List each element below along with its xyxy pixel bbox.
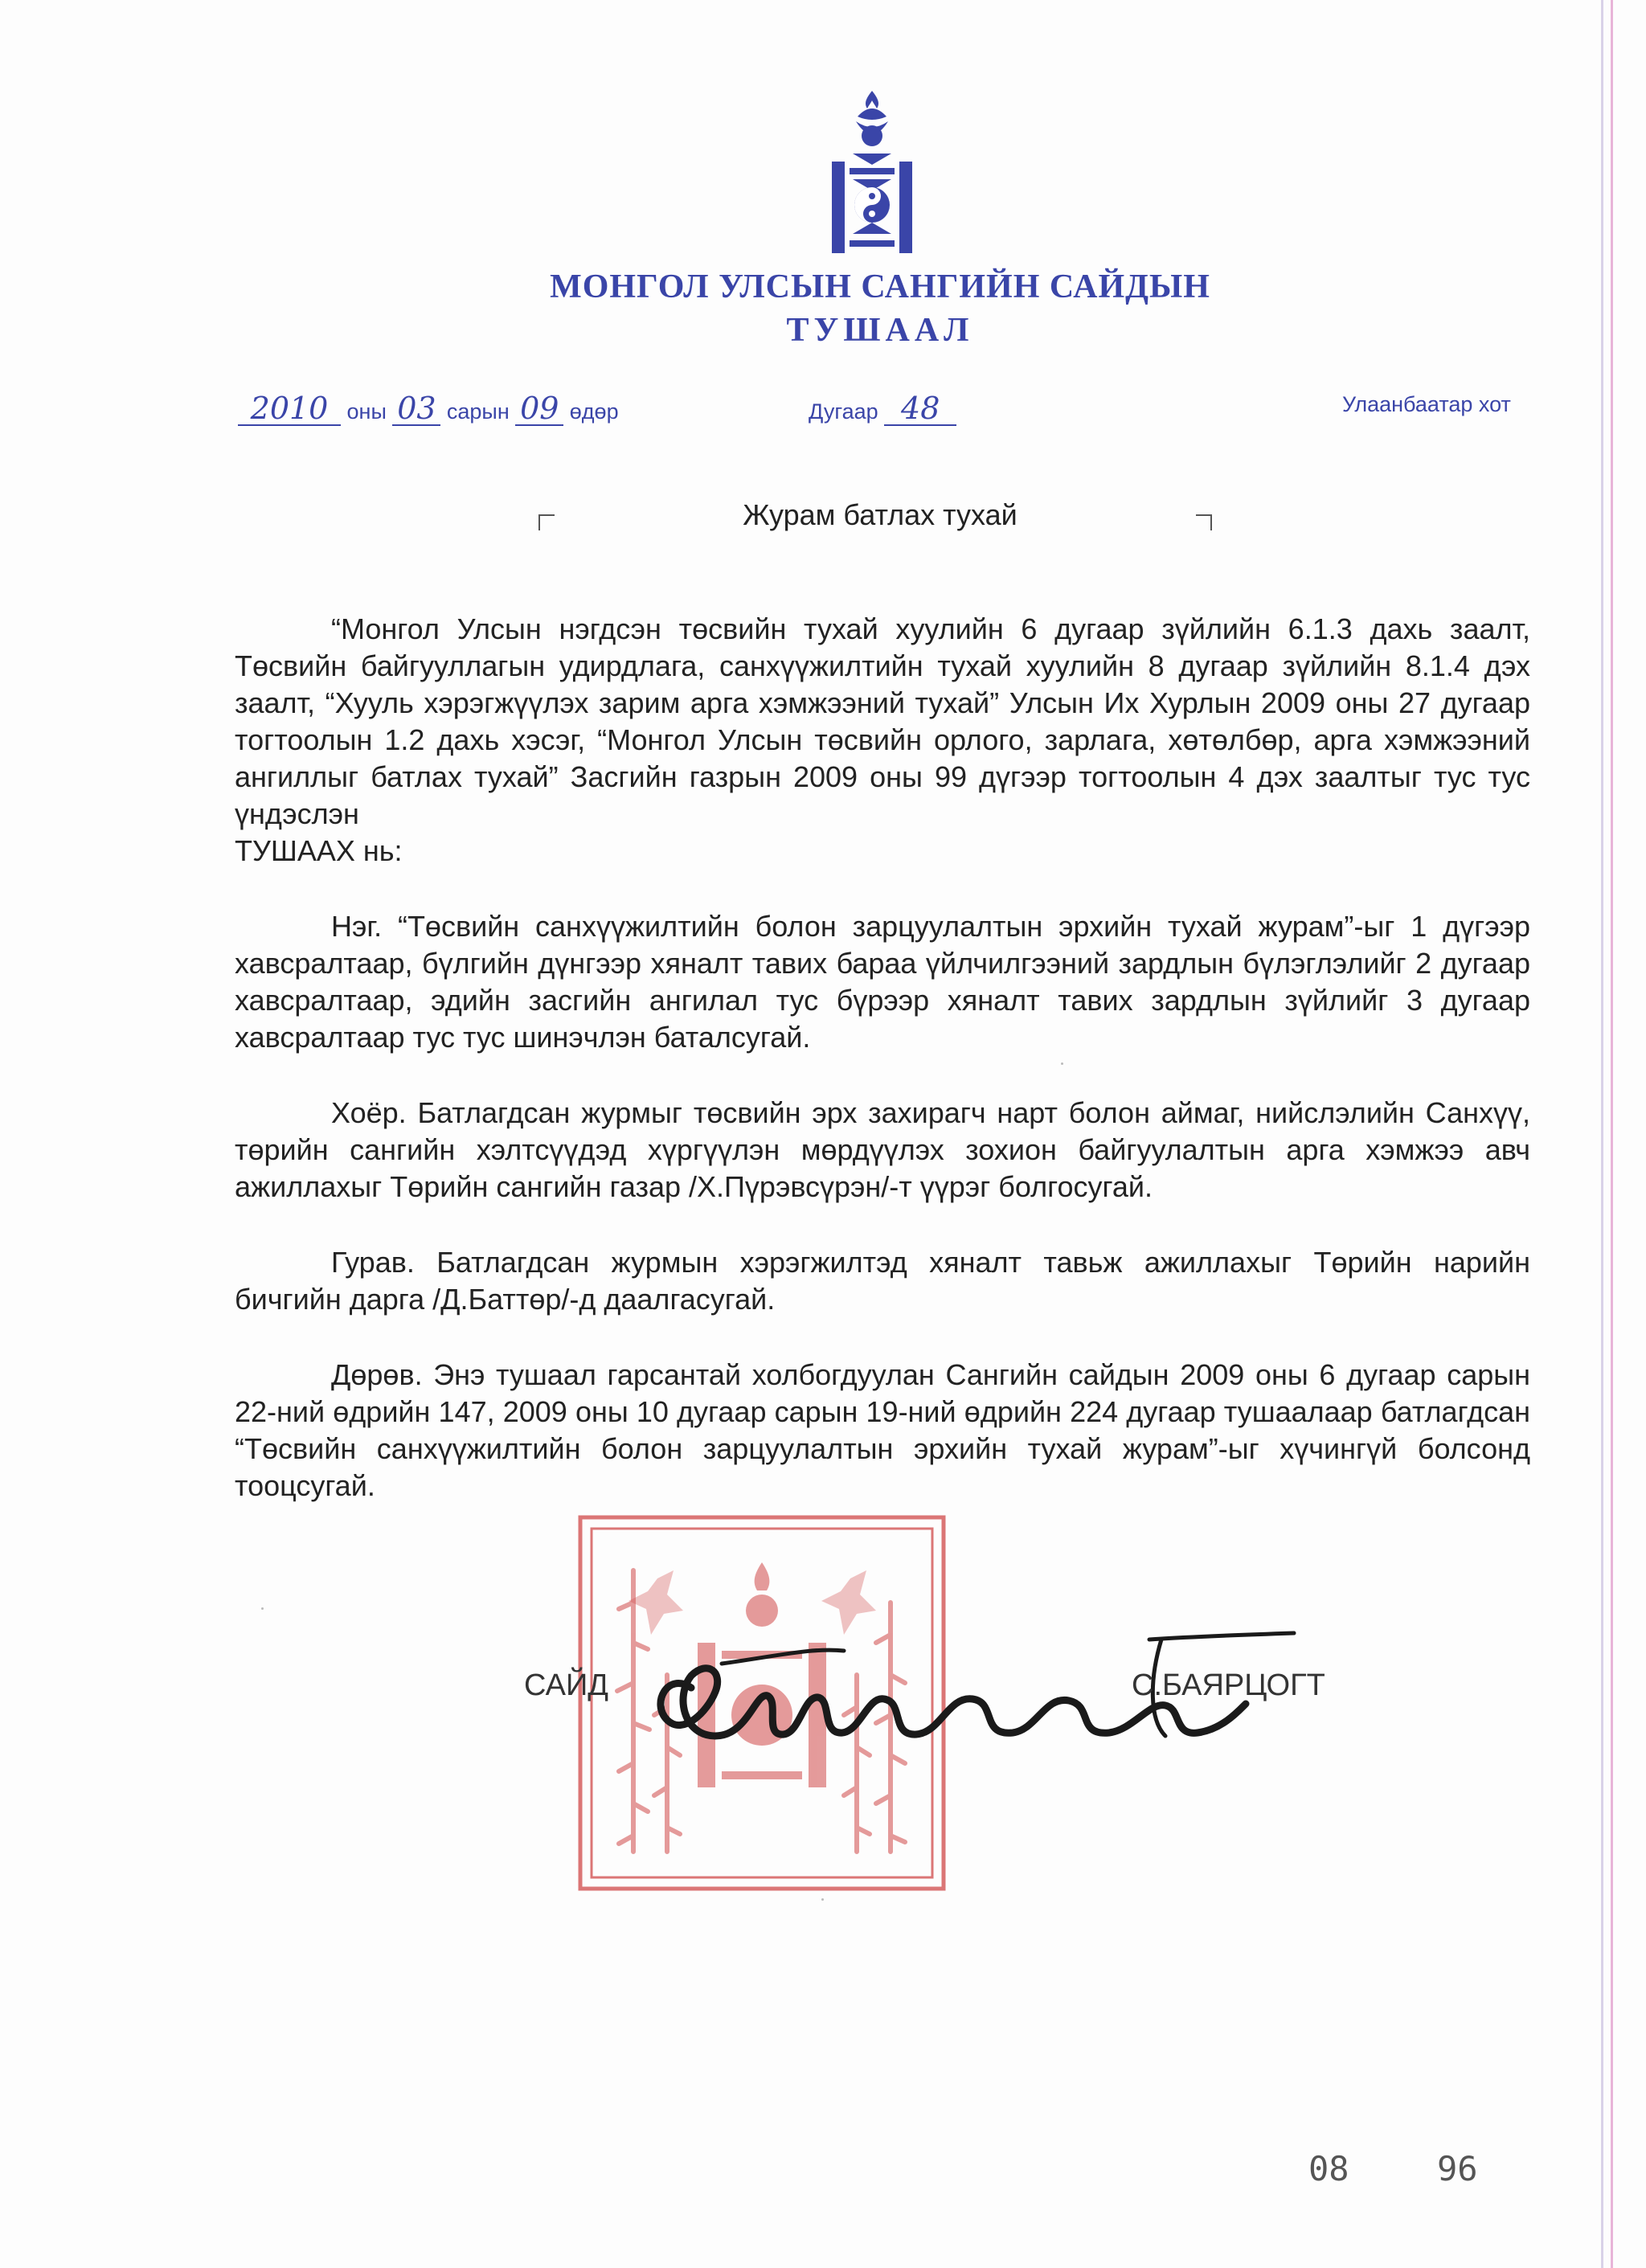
order-item-2: Хоёр. Батлагдсан журмыг төсвийн эрх захирагч нарт болон аймаг, нийслэлийн Санхүү, төрийн сангийн хэлтсүүдэд хүргүүлэн мөрдүүлэх зохион байгуулалтын арга хэмжээ авч ажиллахыг Төрийн сангийн газар /Х.Пүрэвсүрэн/-т үүрэг болгосугай. xyxy=(235,1096,1530,1203)
title-line-2: ТУШААЛ xyxy=(786,312,974,349)
date-row xyxy=(238,392,619,426)
page-number-right: 96 xyxy=(1437,2149,1478,2188)
preamble-paragraph: “Монгол Улсын нэгдсэн төсвийн тухай хуулийн 6 дугаар зүйлийн 6.1.3 дахь заалт, Төсвийн байгууллагын удирдлага, санхүүжилтийн тухай хуулийн 8 дугаар зүйлийн 8.1.4 дэх заалт, “Хууль хэрэгжүүлэх зарим арга хэмжээний тухай” Улсын Их Хурлын 2009 оны 27 дугаар тогтоолын 1.2 дахь хэсэг, “Монгол Улсын төсвийн орлого, зарлага, хөтөлбөр, арга хэмжээний ангиллыг батлах тухай” Засгийн газрын 2009 оны 99 дүгээр тогтоолын 4 дэх заалтыг тус тус үндэслэн xyxy=(235,612,1530,830)
date-day: 09 xyxy=(515,392,563,426)
signatory-title: САЙД xyxy=(524,1668,609,1702)
soyombo-emblem-icon xyxy=(824,84,920,257)
order-number: 48 xyxy=(884,392,956,426)
page-number-left: 08 xyxy=(1308,2149,1349,2188)
document-subject: Журам батлах тухай xyxy=(743,498,1017,531)
date-day-suffix: өдөр xyxy=(569,399,619,424)
date-year: 2010 xyxy=(238,392,341,426)
order-label: ТУШААХ нь: xyxy=(235,834,403,867)
order-number-row xyxy=(809,392,956,426)
location: Улаанбаатар хот xyxy=(1342,392,1511,416)
signatory-name: С.БАЯРЦОГТ xyxy=(1132,1668,1325,1702)
order-item-4: Дөрөв. Энэ тушаал гарсантай холбогдуулан Сангийн сайдын 2009 оны 6 дугаар сарын 22-ний өдрийн 147, 2009 оны 10 дугаар сарын 19-ний өдрийн 224 дугаар тушаалаар батлагдсан “Төсвийн санхүүжилтийн болон зарцуулалтын эрхийн тухай журам”-ыг хүчингүй болсонд тооцсугай. xyxy=(235,1358,1530,1502)
order-item-1: Нэг. “Төсвийн санхүүжилтийн болон зарцуулалтын эрхийн тухай журам”-ыг 1 дүгээр хавсралтаар, бүлгийн дүнгээр хяналт тавих бараа үйлчилгээний зардлын бүлэглэлийг 2 дугаар хавсралтаар, эдийн засгийн ангилал тус бүрээр хяналт тавих зардлын зүйлийг 3 дугаар хавсралтаар тус тус шинэчлэн баталсугай. xyxy=(235,910,1530,1054)
order-number-label: Дугаар xyxy=(809,399,878,424)
subject-corner-right xyxy=(1196,514,1212,530)
date-year-suffix: оны xyxy=(346,399,387,424)
order-item-3: Гурав. Батлагдсан журмын хэрэгжилтэд хяналт тавьж ажиллахыг Төрийн нарийн бичгийн дарга /Д.Баттөр/-д даалгасугай. xyxy=(235,1246,1530,1316)
scan-speck xyxy=(1061,1062,1063,1065)
date-month-suffix: сарын xyxy=(446,399,510,424)
date-month: 03 xyxy=(392,392,440,426)
document-body xyxy=(235,611,1530,1504)
title-line-1: МОНГОЛ УЛСЫН САНГИЙН САЙДЫН xyxy=(550,268,1210,305)
document-title xyxy=(0,265,1646,352)
scan-speck xyxy=(821,1898,824,1901)
scan-speck xyxy=(261,1607,264,1610)
